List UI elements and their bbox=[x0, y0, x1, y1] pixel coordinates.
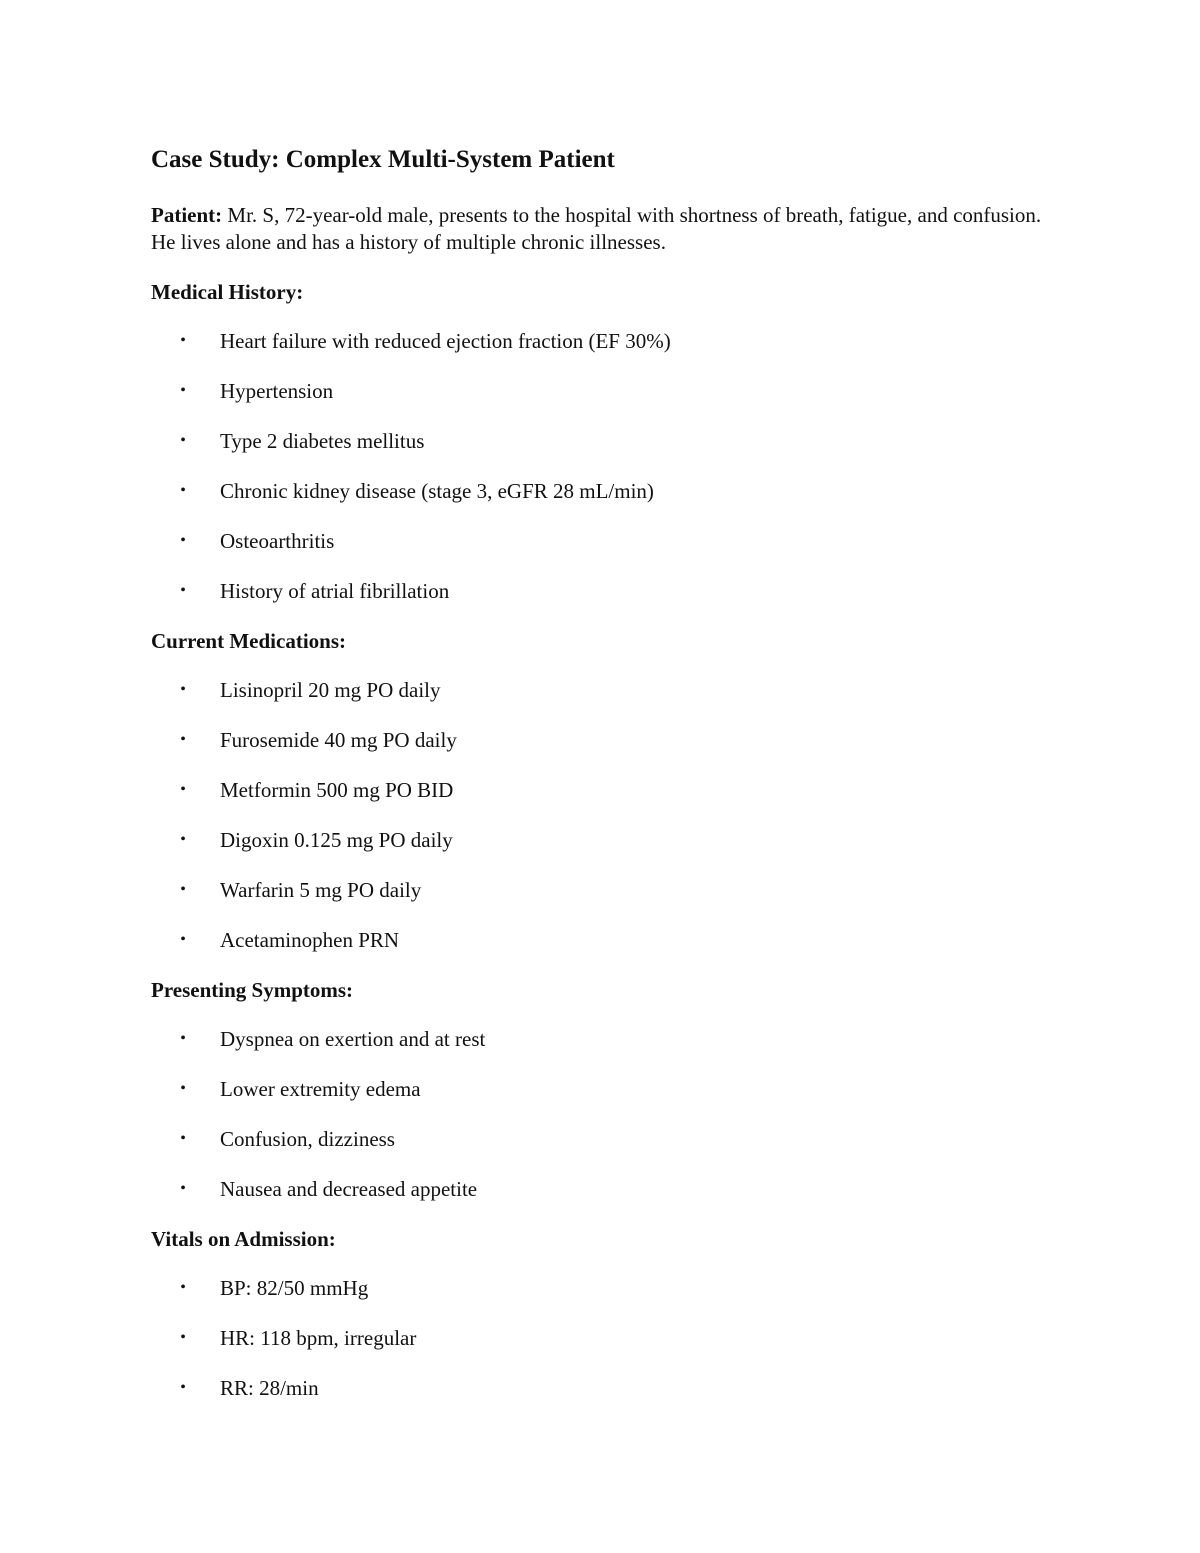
list-item-text: Acetaminophen PRN bbox=[220, 928, 400, 952]
list-item bbox=[151, 1274, 1051, 1324]
bullet-icon: • bbox=[180, 831, 186, 848]
bullet-icon: • bbox=[180, 931, 186, 948]
document-title: Case Study: Complex Multi-System Patient bbox=[151, 146, 615, 173]
list-item bbox=[151, 477, 1051, 527]
bullet-icon: • bbox=[180, 1180, 186, 1197]
section bbox=[151, 627, 1051, 954]
list-item bbox=[151, 826, 1051, 876]
list-item bbox=[151, 776, 1051, 826]
list-item bbox=[151, 1125, 1051, 1175]
bullet-icon: • bbox=[180, 781, 186, 798]
list-item-text: Lower extremity edema bbox=[220, 1077, 421, 1101]
section bbox=[151, 278, 1051, 605]
list-item bbox=[151, 926, 1051, 954]
list-item-text: Dyspnea on exertion and at rest bbox=[220, 1027, 486, 1051]
list-item-text: Nausea and decreased appetite bbox=[220, 1177, 478, 1201]
list-item bbox=[151, 1025, 1051, 1075]
list-item bbox=[151, 726, 1051, 776]
list-item-text: Confusion, dizziness bbox=[220, 1127, 395, 1151]
bullet-list bbox=[151, 1025, 1051, 1203]
list-item bbox=[151, 1324, 1051, 1374]
bullet-icon: • bbox=[180, 881, 186, 898]
list-item bbox=[151, 1075, 1051, 1125]
bullet-icon: • bbox=[180, 1279, 186, 1296]
list-item bbox=[151, 327, 1051, 377]
bullet-icon: • bbox=[180, 432, 186, 449]
bullet-icon: • bbox=[180, 332, 186, 349]
patient-label: Patient: bbox=[151, 203, 223, 227]
list-item-text: Furosemide 40 mg PO daily bbox=[220, 728, 457, 752]
list-item-text: Digoxin 0.125 mg PO daily bbox=[220, 828, 453, 852]
bullet-icon: • bbox=[180, 1329, 186, 1346]
section-heading: Presenting Symptoms: bbox=[151, 978, 354, 1002]
list-item bbox=[151, 577, 1051, 605]
bullet-icon: • bbox=[180, 1130, 186, 1147]
document-page bbox=[151, 142, 1051, 1402]
patient-description: Mr. S, 72-year-old male, presents to the hospital with shortness of breath, fatigue, and confusion. He lives alone and has a history of multiple chronic illnesses. bbox=[151, 203, 1042, 254]
bullet-list bbox=[151, 327, 1051, 605]
section-heading: Vitals on Admission: bbox=[151, 1227, 336, 1251]
sections-container bbox=[151, 278, 1051, 1402]
list-item-text: RR: 28/min bbox=[220, 1376, 319, 1400]
list-item-text: History of atrial fibrillation bbox=[220, 579, 450, 603]
bullet-icon: • bbox=[180, 1379, 186, 1396]
list-item-text: BP: 82/50 mmHg bbox=[220, 1276, 369, 1300]
list-item bbox=[151, 876, 1051, 926]
section bbox=[151, 1225, 1051, 1402]
bullet-icon: • bbox=[180, 1080, 186, 1097]
bullet-icon: • bbox=[180, 1030, 186, 1047]
list-item-text: HR: 118 bpm, irregular bbox=[220, 1326, 417, 1350]
bullet-icon: • bbox=[180, 731, 186, 748]
list-item-text: Heart failure with reduced ejection fraction (EF 30%) bbox=[220, 329, 671, 353]
list-item bbox=[151, 427, 1051, 477]
list-item-text: Lisinopril 20 mg PO daily bbox=[220, 678, 441, 702]
list-item-text: Osteoarthritis bbox=[220, 529, 335, 553]
list-item bbox=[151, 676, 1051, 726]
list-item-text: Warfarin 5 mg PO daily bbox=[220, 878, 422, 902]
list-item-text: Chronic kidney disease (stage 3, eGFR 28 mL/min) bbox=[220, 479, 654, 503]
bullet-list bbox=[151, 1274, 1051, 1402]
bullet-icon: • bbox=[180, 532, 186, 549]
bullet-icon: • bbox=[180, 582, 186, 599]
bullet-icon: • bbox=[180, 681, 186, 698]
bullet-icon: • bbox=[180, 382, 186, 399]
list-item bbox=[151, 1374, 1051, 1402]
list-item-text: Hypertension bbox=[220, 379, 334, 403]
list-item bbox=[151, 1175, 1051, 1203]
patient-paragraph bbox=[151, 202, 1051, 256]
list-item bbox=[151, 377, 1051, 427]
section bbox=[151, 976, 1051, 1203]
list-item-text: Metformin 500 mg PO BID bbox=[220, 778, 454, 802]
list-item-text: Type 2 diabetes mellitus bbox=[220, 429, 425, 453]
list-item bbox=[151, 527, 1051, 577]
section-heading: Current Medications: bbox=[151, 629, 346, 653]
bullet-icon: • bbox=[180, 482, 186, 499]
bullet-list bbox=[151, 676, 1051, 954]
section-heading: Medical History: bbox=[151, 280, 304, 304]
